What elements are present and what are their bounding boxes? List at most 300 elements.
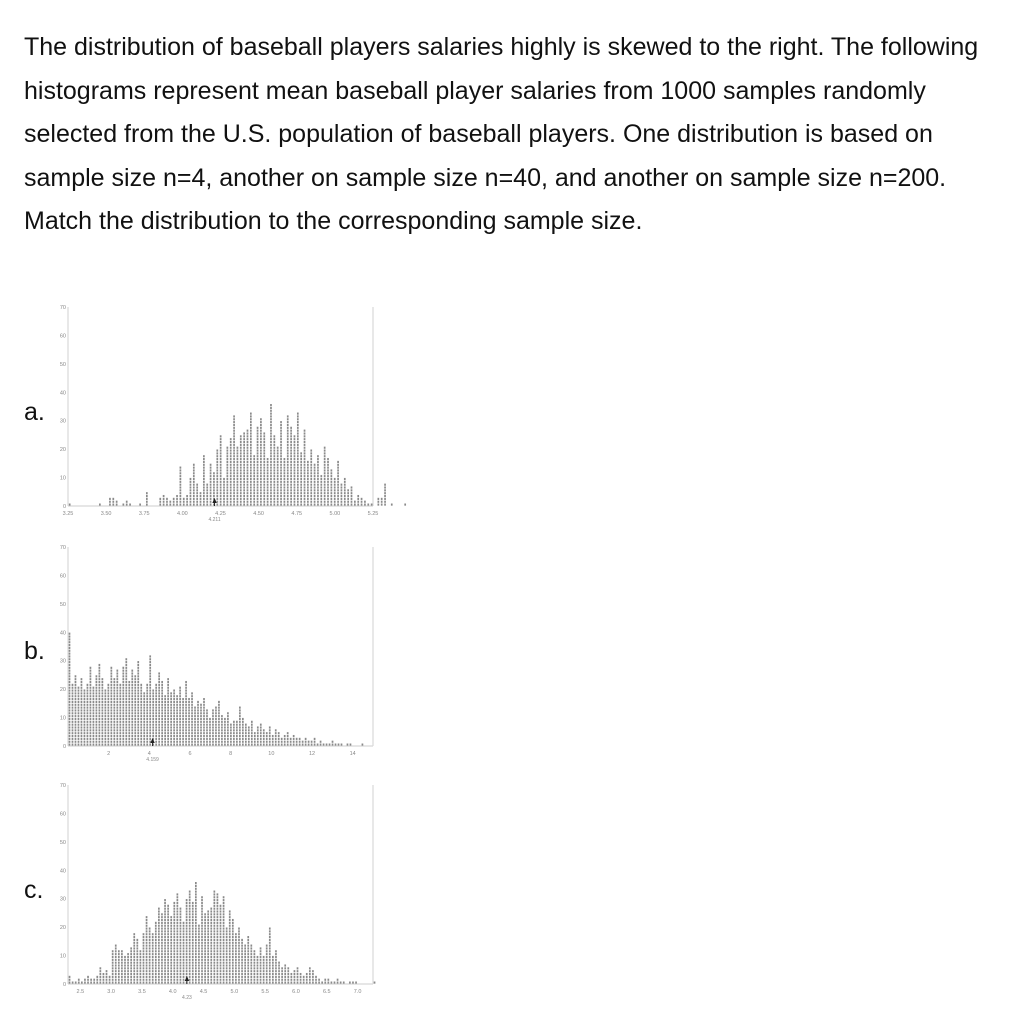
histogram-dot bbox=[127, 979, 129, 981]
histogram-dot bbox=[207, 939, 209, 941]
histogram-dot bbox=[180, 947, 182, 949]
histogram-dot bbox=[173, 925, 175, 927]
histogram-dot bbox=[270, 461, 272, 463]
histogram-dot bbox=[284, 501, 286, 503]
histogram-bar bbox=[166, 498, 168, 506]
histogram-dot bbox=[164, 732, 166, 734]
histogram-dot bbox=[124, 956, 126, 958]
histogram-dot bbox=[204, 919, 206, 921]
histogram-dot bbox=[297, 464, 299, 466]
histogram-dot bbox=[263, 489, 265, 491]
histogram-dot bbox=[183, 939, 185, 941]
histogram-dot bbox=[179, 724, 181, 726]
histogram-dot bbox=[272, 979, 274, 981]
histogram-dot bbox=[238, 945, 240, 947]
histogram-dot bbox=[226, 979, 228, 981]
histogram-dot bbox=[227, 501, 229, 503]
histogram-dot bbox=[260, 481, 262, 483]
histogram-dot bbox=[146, 692, 148, 694]
histogram-dot bbox=[278, 967, 280, 969]
histogram-bar bbox=[257, 726, 259, 745]
histogram-dot bbox=[72, 741, 74, 743]
histogram-dot bbox=[203, 469, 205, 471]
histogram-dot bbox=[122, 735, 124, 737]
histogram-bar bbox=[84, 689, 86, 745]
histogram-dot bbox=[287, 504, 289, 506]
histogram-dot bbox=[243, 441, 245, 443]
histogram-dot bbox=[223, 492, 225, 494]
histogram-dot bbox=[133, 956, 135, 958]
histogram-dot bbox=[146, 916, 148, 918]
histogram-dot bbox=[146, 724, 148, 726]
histogram-dot bbox=[140, 744, 142, 746]
histogram-dot bbox=[210, 973, 212, 975]
histogram-dot bbox=[99, 670, 101, 672]
histogram-dot bbox=[270, 492, 272, 494]
histogram-dot bbox=[317, 486, 319, 488]
histogram-dot bbox=[270, 404, 272, 406]
histogram-dot bbox=[317, 492, 319, 494]
histogram-dot bbox=[263, 959, 265, 961]
histogram-dot bbox=[72, 695, 74, 697]
histogram-dot bbox=[191, 732, 193, 734]
histogram-dot bbox=[134, 738, 136, 740]
histogram-dot bbox=[173, 698, 175, 700]
histogram-dot bbox=[203, 475, 205, 477]
histogram-dot bbox=[173, 970, 175, 972]
histogram-dot bbox=[102, 695, 104, 697]
histogram-dot bbox=[300, 492, 302, 494]
histogram-bar bbox=[404, 504, 406, 506]
histogram-dot bbox=[223, 896, 225, 898]
histogram-dot bbox=[81, 712, 83, 714]
histogram-dot bbox=[149, 695, 151, 697]
histogram-dot bbox=[167, 959, 169, 961]
histogram-dot bbox=[253, 492, 255, 494]
histogram-dot bbox=[93, 692, 95, 694]
histogram-dot bbox=[158, 681, 160, 683]
histogram-dot bbox=[96, 982, 98, 984]
histogram-bar bbox=[158, 672, 160, 745]
histogram-dot bbox=[149, 718, 151, 720]
histogram-bar bbox=[354, 501, 356, 506]
histogram-dot bbox=[239, 707, 241, 709]
histogram-dot bbox=[197, 732, 199, 734]
histogram-dot bbox=[267, 461, 269, 463]
histogram-dot bbox=[173, 704, 175, 706]
histogram-dot bbox=[125, 721, 127, 723]
histogram-dot bbox=[337, 461, 339, 463]
histogram-dot bbox=[235, 982, 237, 984]
histogram-dot bbox=[341, 486, 343, 488]
histogram-dot bbox=[183, 962, 185, 964]
histogram-dot bbox=[294, 441, 296, 443]
histogram-dot bbox=[306, 979, 308, 981]
histogram-dot bbox=[96, 976, 98, 978]
histogram-dot bbox=[273, 472, 275, 474]
histogram-dot bbox=[152, 718, 154, 720]
histogram-dot bbox=[300, 489, 302, 491]
histogram-dot bbox=[201, 913, 203, 915]
histogram-dot bbox=[287, 424, 289, 426]
histogram-dot bbox=[260, 421, 262, 423]
histogram-bar bbox=[69, 633, 71, 746]
histogram-dot bbox=[180, 950, 182, 952]
histogram-dot bbox=[204, 942, 206, 944]
histogram-dot bbox=[324, 458, 326, 460]
histogram-dot bbox=[236, 729, 238, 731]
histogram-dot bbox=[81, 689, 83, 691]
histogram-dot bbox=[201, 959, 203, 961]
histogram-dot bbox=[260, 953, 262, 955]
histogram-dot bbox=[220, 467, 222, 469]
histogram-dot bbox=[173, 741, 175, 743]
histogram-dot bbox=[146, 492, 148, 494]
histogram-dot bbox=[260, 741, 262, 743]
histogram-dot bbox=[193, 472, 195, 474]
histogram-bar bbox=[391, 504, 393, 506]
histogram-dot bbox=[357, 495, 359, 497]
histogram-dot bbox=[69, 633, 71, 635]
histogram-dot bbox=[99, 684, 101, 686]
histogram-dot bbox=[191, 704, 193, 706]
histogram-dot bbox=[155, 927, 157, 929]
histogram-dot bbox=[164, 902, 166, 904]
histogram-dot bbox=[152, 729, 154, 731]
histogram-dot bbox=[155, 925, 157, 927]
histogram-dot bbox=[149, 670, 151, 672]
histogram-dot bbox=[260, 495, 262, 497]
histogram-dot bbox=[128, 715, 130, 717]
histogram-dot bbox=[284, 472, 286, 474]
histogram-dot bbox=[173, 498, 175, 500]
histogram-bar bbox=[125, 658, 127, 745]
histogram-dot bbox=[186, 962, 188, 964]
histogram-dot bbox=[130, 970, 132, 972]
histogram-dot bbox=[185, 712, 187, 714]
histogram-dot bbox=[158, 964, 160, 966]
histogram-dot bbox=[284, 970, 286, 972]
histogram-dot bbox=[243, 501, 245, 503]
histogram-dot bbox=[192, 933, 194, 935]
histogram-dot bbox=[105, 715, 107, 717]
histogram-dot bbox=[149, 701, 151, 703]
histogram-dot bbox=[192, 962, 194, 964]
histogram-dot bbox=[90, 732, 92, 734]
histogram-dot bbox=[191, 741, 193, 743]
histogram-dot bbox=[198, 950, 200, 952]
histogram-dot bbox=[254, 982, 256, 984]
histogram-dot bbox=[152, 950, 154, 952]
histogram-dot bbox=[314, 469, 316, 471]
histogram-dot bbox=[201, 939, 203, 941]
histogram-bar bbox=[308, 741, 310, 746]
x-tick-label: 14 bbox=[349, 751, 356, 757]
histogram-dot bbox=[291, 979, 293, 981]
histogram-dot bbox=[155, 950, 157, 952]
histogram-bar bbox=[220, 905, 222, 984]
x-tick-label: 2 bbox=[107, 751, 111, 757]
histogram-bar bbox=[90, 979, 92, 984]
histogram-dot bbox=[137, 681, 139, 683]
histogram-dot bbox=[110, 684, 112, 686]
histogram-dot bbox=[215, 744, 217, 746]
histogram-dot bbox=[284, 489, 286, 491]
histogram-dot bbox=[235, 964, 237, 966]
histogram-dot bbox=[213, 893, 215, 895]
histogram-dot bbox=[72, 982, 74, 984]
histogram-bar bbox=[221, 715, 223, 746]
histogram-dot bbox=[164, 942, 166, 944]
histogram-dot bbox=[180, 956, 182, 958]
histogram-dot bbox=[367, 504, 369, 506]
histogram-dot bbox=[179, 726, 181, 728]
histogram-dot bbox=[75, 695, 77, 697]
histogram-dot bbox=[131, 709, 133, 711]
histogram-dot bbox=[247, 962, 249, 964]
x-tick-label: 7.0 bbox=[353, 989, 362, 995]
histogram-dot bbox=[272, 738, 274, 740]
histogram-dot bbox=[257, 495, 259, 497]
histogram-dot bbox=[193, 501, 195, 503]
histogram-dot bbox=[233, 469, 235, 471]
histogram-dot bbox=[146, 962, 148, 964]
histogram-dot bbox=[140, 689, 142, 691]
histogram-bar bbox=[108, 684, 110, 746]
histogram-dot bbox=[269, 942, 271, 944]
histogram-dot bbox=[108, 689, 110, 691]
histogram-dot bbox=[121, 973, 123, 975]
histogram-dot bbox=[186, 945, 188, 947]
histogram-dot bbox=[195, 945, 197, 947]
histogram-dot bbox=[173, 930, 175, 932]
histogram-dot bbox=[213, 962, 215, 964]
histogram-dot bbox=[260, 738, 262, 740]
histogram-dot bbox=[108, 744, 110, 746]
histogram-dot bbox=[233, 478, 235, 480]
histogram-dot bbox=[247, 501, 249, 503]
histogram-dot bbox=[93, 741, 95, 743]
histogram-dot bbox=[191, 724, 193, 726]
histogram-dot bbox=[96, 678, 98, 680]
histogram-bar bbox=[280, 421, 282, 506]
histogram-dot bbox=[294, 469, 296, 471]
histogram-dot bbox=[290, 432, 292, 434]
histogram-dot bbox=[233, 449, 235, 451]
histogram-dot bbox=[204, 967, 206, 969]
histogram-dot bbox=[254, 744, 256, 746]
histogram-dot bbox=[207, 970, 209, 972]
histogram-dot bbox=[236, 726, 238, 728]
histogram-dot bbox=[109, 504, 111, 506]
histogram-dot bbox=[128, 687, 130, 689]
histogram-dot bbox=[158, 721, 160, 723]
option-label-c: c. bbox=[24, 876, 44, 904]
histogram-dot bbox=[69, 684, 71, 686]
histogram-dot bbox=[140, 718, 142, 720]
histogram-dot bbox=[201, 967, 203, 969]
histogram-dot bbox=[287, 447, 289, 449]
histogram-dot bbox=[243, 467, 245, 469]
histogram-dot bbox=[161, 741, 163, 743]
histogram-dot bbox=[189, 910, 191, 912]
histogram-dot bbox=[115, 982, 117, 984]
histogram-dot bbox=[105, 718, 107, 720]
histogram-dot bbox=[133, 982, 135, 984]
histogram-dot bbox=[206, 492, 208, 494]
histogram-dot bbox=[69, 741, 71, 743]
histogram-dot bbox=[140, 701, 142, 703]
histogram-dot bbox=[297, 461, 299, 463]
histogram-dot bbox=[155, 976, 157, 978]
histogram-dot bbox=[247, 939, 249, 941]
histogram-dot bbox=[229, 916, 231, 918]
histogram-dot bbox=[196, 489, 198, 491]
histogram-dot bbox=[152, 933, 154, 935]
histogram-dot bbox=[84, 709, 86, 711]
histogram-dot bbox=[218, 732, 220, 734]
histogram-dot bbox=[304, 441, 306, 443]
histogram-dot bbox=[180, 973, 182, 975]
histogram-dot bbox=[195, 947, 197, 949]
histogram-dot bbox=[273, 464, 275, 466]
histogram-dot bbox=[140, 687, 142, 689]
histogram-dot bbox=[102, 738, 104, 740]
histogram-dot bbox=[257, 449, 259, 451]
histogram-dot bbox=[263, 461, 265, 463]
histogram-bar bbox=[210, 908, 212, 984]
histogram-dot bbox=[87, 712, 89, 714]
histogram-dot bbox=[217, 956, 219, 958]
histogram-dot bbox=[131, 724, 133, 726]
histogram-dot bbox=[245, 726, 247, 728]
histogram-dot bbox=[186, 956, 188, 958]
histogram-dot bbox=[318, 979, 320, 981]
histogram-dot bbox=[84, 726, 86, 728]
histogram-dot bbox=[196, 501, 198, 503]
histogram-dot bbox=[122, 704, 124, 706]
histogram-dot bbox=[273, 435, 275, 437]
histogram-dot bbox=[69, 732, 71, 734]
histogram-dot bbox=[238, 967, 240, 969]
histogram-dot bbox=[134, 741, 136, 743]
histogram-dot bbox=[244, 979, 246, 981]
histogram-bar bbox=[290, 427, 292, 506]
histogram-dot bbox=[96, 701, 98, 703]
histogram-dot bbox=[102, 718, 104, 720]
histogram-dot bbox=[155, 973, 157, 975]
histogram-dot bbox=[270, 415, 272, 417]
histogram-dot bbox=[173, 913, 175, 915]
histogram-dot bbox=[192, 964, 194, 966]
histogram-dot bbox=[167, 930, 169, 932]
histogram-dot bbox=[143, 724, 145, 726]
histogram-dot bbox=[206, 726, 208, 728]
histogram-dot bbox=[212, 744, 214, 746]
histogram-dot bbox=[90, 744, 92, 746]
histogram-dot bbox=[118, 964, 120, 966]
histogram-dot bbox=[90, 724, 92, 726]
histogram-dot bbox=[173, 689, 175, 691]
histogram-dot bbox=[233, 492, 235, 494]
histogram-dot bbox=[217, 899, 219, 901]
histogram-dot bbox=[197, 726, 199, 728]
histogram-dot bbox=[186, 939, 188, 941]
histogram-dot bbox=[229, 982, 231, 984]
histogram-dot bbox=[220, 504, 222, 506]
histogram-dot bbox=[280, 475, 282, 477]
histogram-dot bbox=[209, 718, 211, 720]
histogram-dot bbox=[177, 908, 179, 910]
histogram-dot bbox=[223, 973, 225, 975]
histogram-dot bbox=[247, 458, 249, 460]
histogram-bar bbox=[309, 967, 311, 983]
histogram-dot bbox=[198, 982, 200, 984]
histogram-dot bbox=[137, 689, 139, 691]
histogram-dot bbox=[305, 738, 307, 740]
histogram-dot bbox=[203, 744, 205, 746]
histogram-dot bbox=[189, 982, 191, 984]
histogram-dot bbox=[223, 498, 225, 500]
histogram-dot bbox=[248, 741, 250, 743]
histogram-dot bbox=[143, 945, 145, 947]
histogram-dot bbox=[304, 469, 306, 471]
histogram-dot bbox=[213, 495, 215, 497]
histogram-dot bbox=[137, 670, 139, 672]
histogram-dot bbox=[164, 939, 166, 941]
histogram-dot bbox=[213, 979, 215, 981]
histogram-dot bbox=[224, 738, 226, 740]
histogram-dot bbox=[69, 681, 71, 683]
histogram-dot bbox=[203, 729, 205, 731]
histogram-dot bbox=[241, 950, 243, 952]
histogram-dot bbox=[179, 715, 181, 717]
histogram-dot bbox=[78, 718, 80, 720]
x-tick-label: 5.00 bbox=[329, 511, 341, 517]
x-tick-label: 5.0 bbox=[230, 989, 239, 995]
histogram-dot bbox=[201, 919, 203, 921]
histogram-dot bbox=[180, 933, 182, 935]
histogram-dot bbox=[176, 504, 178, 506]
histogram-dot bbox=[331, 504, 333, 506]
histogram-dot bbox=[119, 724, 121, 726]
histogram-dot bbox=[324, 979, 326, 981]
histogram-bar bbox=[374, 982, 376, 984]
histogram-dot bbox=[112, 956, 114, 958]
histogram-dot bbox=[143, 982, 145, 984]
histogram-dot bbox=[327, 982, 329, 984]
histogram-bar bbox=[331, 982, 333, 984]
histogram-dot bbox=[226, 947, 228, 949]
histogram-dot bbox=[331, 489, 333, 491]
histogram-dot bbox=[155, 962, 157, 964]
histogram-dot bbox=[257, 982, 259, 984]
histogram-dot bbox=[307, 498, 309, 500]
histogram-dot bbox=[204, 922, 206, 924]
histogram-dot bbox=[232, 947, 234, 949]
histogram-dot bbox=[226, 942, 228, 944]
histogram-dot bbox=[344, 495, 346, 497]
histogram-bar bbox=[278, 962, 280, 984]
histogram-dot bbox=[254, 732, 256, 734]
histogram-dot bbox=[210, 916, 212, 918]
histogram-dot bbox=[267, 467, 269, 469]
histogram-dot bbox=[297, 441, 299, 443]
histogram-dot bbox=[90, 738, 92, 740]
histogram-dot bbox=[110, 735, 112, 737]
histogram-dot bbox=[240, 452, 242, 454]
histogram-dot bbox=[167, 726, 169, 728]
